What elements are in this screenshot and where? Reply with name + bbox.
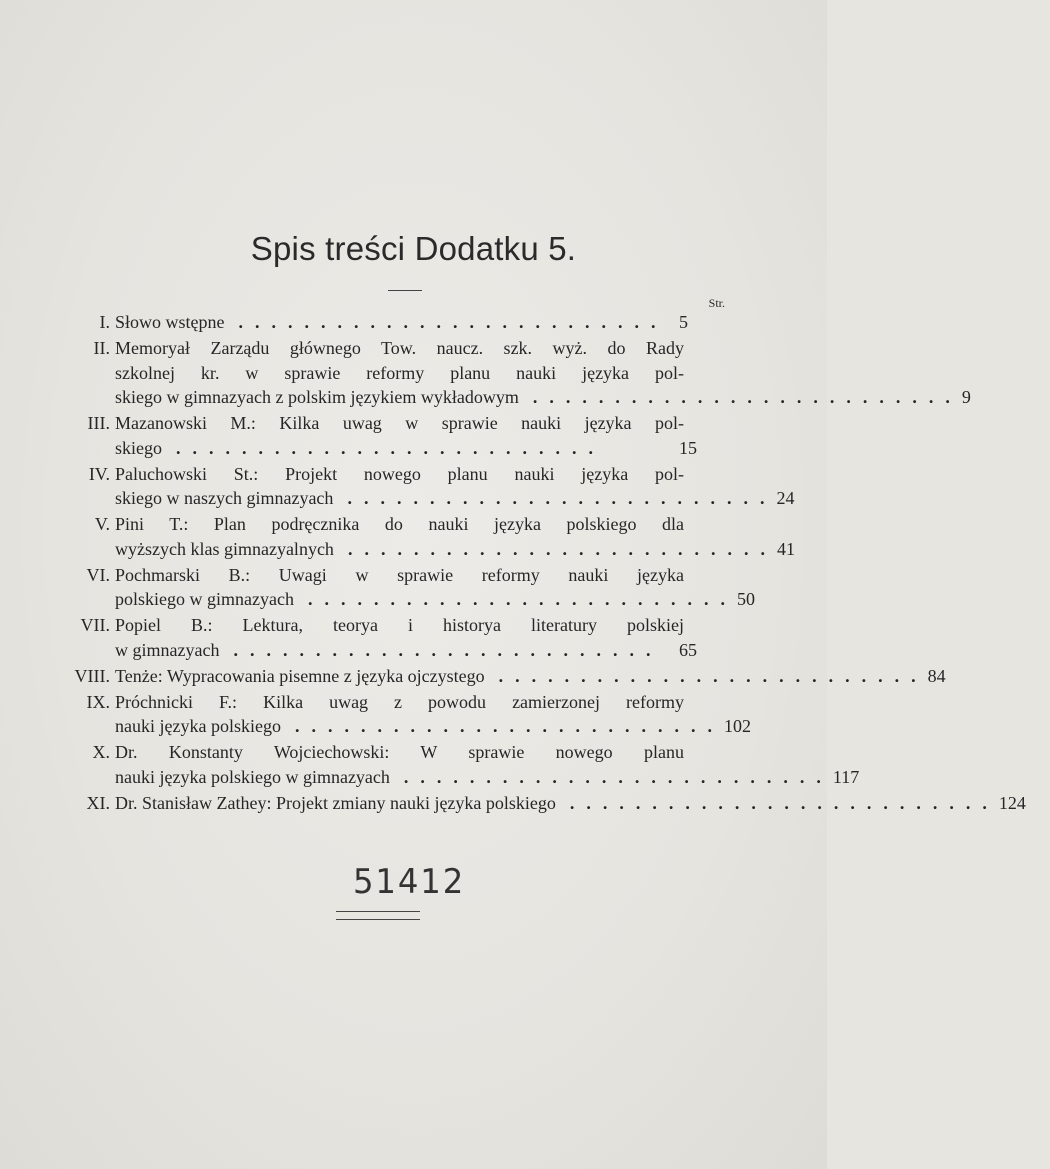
- toc-entry-line: [115, 587, 755, 612]
- toc-entry-text: Dr. Konstanty Wojciechowski: W sprawie nowego planu: [115, 742, 684, 762]
- toc-leader-dots: ..........................: [532, 387, 962, 407]
- toc-page-number: 50: [736, 589, 755, 609]
- toc-page-spacer: [684, 411, 730, 436]
- toc-entry-body: [115, 512, 795, 561]
- toc-page-spacer: [684, 690, 730, 715]
- toc-entry-number: IX.: [86, 691, 110, 712]
- toc-entry-line: [115, 336, 730, 361]
- toc-entry-line: [115, 411, 730, 436]
- toc-page-number: 102: [723, 716, 751, 736]
- toc-entry-number: VII.: [80, 615, 110, 635]
- toc-entry-text: Słowo wstępne: [115, 312, 225, 332]
- toc-entry-line: [115, 690, 730, 715]
- toc-leader-dots: ..........................: [403, 766, 833, 787]
- toc-page-number: 117: [832, 766, 860, 787]
- toc-entry-text: nauki języka polskiego w gimnazyach: [115, 766, 390, 787]
- toc-entry-text: Tenże: Wypracowania pisemne z języka ojczystego: [115, 665, 485, 686]
- toc-page-number: 5: [679, 312, 688, 332]
- page-column-label: Str.: [708, 296, 725, 310]
- table-of-contents: [70, 296, 1026, 817]
- toc-entry-body: [115, 740, 860, 789]
- toc-leader-dots: ..........................: [176, 437, 605, 458]
- toc-page-number: 41: [776, 538, 795, 559]
- toc-entry-body: [115, 462, 795, 511]
- handwritten-catalog-number: 51412: [352, 862, 466, 902]
- toc-entry: [70, 563, 755, 612]
- toc-entry-line: [115, 310, 730, 335]
- toc-page-spacer: [684, 512, 730, 537]
- toc-entry-text: polskiego w gimnazyach: [115, 589, 294, 609]
- toc-entry: [70, 690, 751, 739]
- toc-entry-text: nauki języka polskiego: [115, 716, 281, 736]
- toc-entry-line: [115, 613, 730, 638]
- toc-entry-text: Mazanowski M.: Kilka uwag w sprawie nauki języka pol-: [115, 413, 684, 433]
- toc-entry: [70, 613, 730, 662]
- toc-page-number: 84: [927, 665, 946, 686]
- catalog-underline-bottom: [336, 919, 420, 920]
- toc-page-spacer: [684, 563, 730, 588]
- toc-entry: [70, 512, 795, 561]
- toc-entry-number: I.: [99, 312, 110, 332]
- toc-leader-dots: ..........................: [238, 312, 668, 332]
- catalog-underline-top: [336, 911, 420, 912]
- toc-page-spacer: [684, 361, 730, 386]
- toc-entry: [70, 664, 946, 689]
- toc-entry-number: VI.: [86, 564, 110, 585]
- toc-entry-line: [115, 486, 795, 511]
- toc-entry: [70, 411, 730, 460]
- toc-entry-line: [115, 512, 730, 537]
- toc-leader-dots: ..........................: [294, 716, 724, 736]
- toc-page-number: 24: [776, 488, 795, 508]
- toc-entry-body: [115, 613, 730, 662]
- toc-leader-dots: ..........................: [347, 488, 777, 508]
- toc-entry-text: Popiel B.: Lektura, teorya i historya literatury polskiej: [115, 615, 684, 635]
- toc-page-number: 124: [998, 792, 1026, 813]
- toc-entry-number: III.: [87, 413, 110, 433]
- toc-entry-body: [115, 310, 730, 335]
- toc-entry-line: [115, 664, 946, 689]
- toc-entries: [70, 310, 1026, 815]
- toc-entry-body: [115, 664, 946, 689]
- toc-entry-number: IV.: [88, 463, 110, 484]
- toc-entry: [70, 791, 1026, 816]
- toc-leader-dots: ..........................: [498, 665, 928, 686]
- toc-entry-text: Dr. Stanisław Zathey: Projekt zmiany nauki języka polskiego: [115, 792, 556, 813]
- toc-entry-text: skiego w gimnazyach z polskim językiem wykładowym: [115, 387, 519, 407]
- toc-entry-line: [115, 765, 860, 790]
- toc-leader-dots: ..........................: [307, 589, 737, 609]
- toc-page-number: 15: [679, 437, 697, 458]
- toc-entry: [70, 310, 730, 335]
- toc-entry-number: II.: [93, 338, 110, 358]
- toc-entry: [70, 336, 971, 410]
- toc-entry-line: [115, 638, 730, 663]
- toc-entry-text: Próchnicki F.: Kilka uwag z powodu zamierzonej reformy: [115, 691, 684, 712]
- toc-entry-text: w gimnazyach: [115, 639, 220, 660]
- toc-entry-text: Pochmarski B.: Uwagi w sprawie reformy nauki języka: [115, 564, 684, 585]
- toc-entry-text: szkolnej kr. w sprawie reformy planu nauki języka pol-: [115, 362, 684, 383]
- toc-entry-number: V.: [94, 514, 110, 534]
- toc-entry-line: [115, 462, 730, 487]
- toc-entry-text: skiego w naszych gimnazyach: [115, 488, 334, 508]
- toc-entry-body: [115, 791, 1026, 816]
- toc-entry-line: [115, 740, 730, 765]
- toc-entry-body: [115, 690, 751, 739]
- toc-page-number: 9: [961, 387, 971, 407]
- toc-leader-dots: ..........................: [347, 538, 777, 559]
- toc-entry-line: [115, 714, 751, 739]
- toc-entry-body: [115, 336, 971, 410]
- toc-entry-body: [115, 411, 730, 460]
- toc-entry-number: VIII.: [74, 665, 110, 686]
- toc-leader-dots: ..........................: [233, 639, 663, 660]
- toc-entry-line: [115, 436, 730, 461]
- toc-page-spacer: [684, 462, 730, 487]
- toc-leader-dots: ..........................: [569, 792, 999, 813]
- page-title: Spis treści Dodatku 5.: [250, 230, 577, 267]
- toc-entry-line: [115, 361, 730, 386]
- toc-entry-line: [115, 537, 795, 562]
- toc-entry-line: [115, 791, 1026, 816]
- toc-entry-line: [115, 563, 730, 588]
- toc-entry-number: XI.: [86, 792, 110, 813]
- toc-page-spacer: [684, 613, 730, 638]
- toc-entry-text: Pini T.: Plan podręcznika do nauki języka polskiego dla: [115, 514, 684, 534]
- toc-page-spacer: [684, 336, 730, 361]
- toc-entry-text: skiego: [115, 437, 162, 458]
- toc-page-spacer: [684, 740, 730, 765]
- title-divider: [388, 290, 422, 291]
- toc-entry-text: wyższych klas gimnazyalnych: [115, 538, 334, 559]
- toc-entry-line: [115, 385, 971, 410]
- toc-entry: [70, 462, 795, 511]
- toc-entry: [70, 740, 860, 789]
- toc-entry-text: Paluchowski St.: Projekt nowego planu nauki języka pol-: [115, 463, 684, 484]
- toc-entry-body: [115, 563, 755, 612]
- toc-page-number: 65: [679, 639, 697, 660]
- toc-entry-text: Memoryał Zarządu głównego Tow. naucz. szk. wyż. do Rady: [115, 338, 684, 358]
- toc-entry-number: X.: [92, 742, 110, 762]
